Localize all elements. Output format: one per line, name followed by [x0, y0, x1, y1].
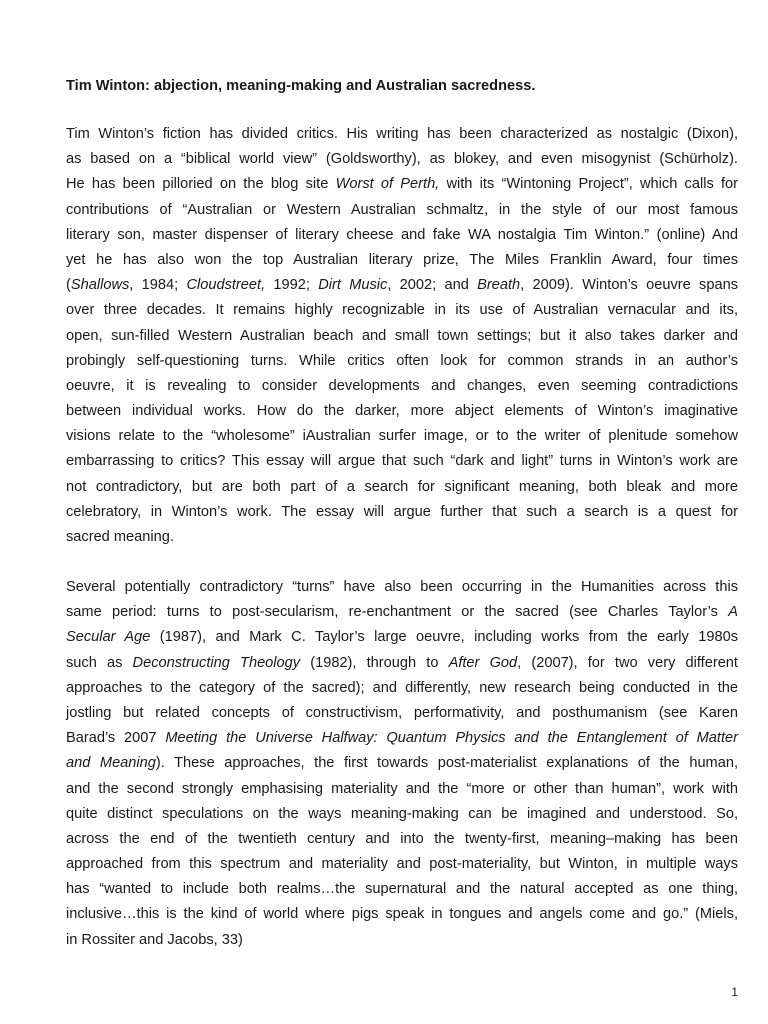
- body-text: He has been pilloried on the blog site: [66, 176, 336, 193]
- paragraph-2: [66, 575, 738, 953]
- body-text: quite distinct speculations on the ways meaning-making can be imagined and understood. So,: [66, 805, 738, 822]
- text-line: [66, 651, 738, 676]
- italic-title-text: A: [728, 604, 738, 621]
- text-line: [66, 928, 738, 953]
- body-text: 1992;: [265, 277, 319, 294]
- body-text: across the end of the twentieth century and into the twenty-first, meaning–making has been: [66, 830, 738, 847]
- text-line: [66, 198, 738, 223]
- text-line: [66, 223, 738, 248]
- text-line: [66, 475, 738, 500]
- text-line: [66, 298, 738, 323]
- text-line: [66, 525, 738, 550]
- text-line: [66, 877, 738, 902]
- text-line: [66, 147, 738, 172]
- body-text: has “wanted to include both realms…the supernatural and the natural accepted as one thing,: [66, 881, 738, 898]
- text-line: [66, 852, 738, 877]
- italic-title-text: Cloudstreet,: [186, 277, 266, 294]
- body-text: probingly self-questioning turns. While critics often look for common strands in an author’s: [66, 352, 738, 369]
- italic-title-text: Deconstructing Theology: [132, 654, 301, 671]
- body-text: jostling but related concepts of constructivism, performativity, and posthumanism (see Karen: [66, 704, 738, 721]
- body-text: contributions of “Australian or Western Australian schmaltz, in the style of our most famous: [66, 201, 738, 218]
- body-text: open, sun-filled Western Australian beach and small town settings; but it also takes darker and: [66, 327, 738, 344]
- body-text: over three decades. It remains highly recognizable in its use of Australian vernacular and its,: [66, 302, 738, 319]
- body-text: (: [66, 277, 71, 294]
- body-text: approached from this spectrum and materiality and post-materiality, but Winton, in multiple ways: [66, 856, 738, 873]
- text-line: [66, 449, 738, 474]
- text-line: [66, 902, 738, 927]
- text-line: [66, 575, 738, 600]
- body-text: in Rossiter and Jacobs, 33): [66, 931, 243, 948]
- text-line: [66, 424, 738, 449]
- body-text: such as: [66, 654, 133, 671]
- italic-title-text: Shallows: [70, 277, 130, 294]
- body-text: , 2002; and: [387, 277, 478, 294]
- paragraph-1: [66, 122, 738, 550]
- body-text: between individual works. How do the darker, more abject elements of Winton’s imaginative: [66, 403, 738, 420]
- body-text: , 2009). Winton’s oeuvre spans: [520, 277, 738, 294]
- body-text: , (2007), for two very different: [517, 654, 738, 671]
- body-text: inclusive…this is the kind of world where pigs speak in tongues and angels come and go.” (Miels,: [66, 906, 738, 923]
- italic-title-text: Secular Age: [66, 629, 151, 646]
- page-number: 1: [731, 985, 738, 999]
- body-text: celebratory, in Winton’s work. The essay will argue further that such a search is a quest for: [66, 503, 738, 520]
- text-line: [66, 399, 738, 424]
- text-line: [66, 273, 738, 298]
- body-text: with its “Wintoning Project”, which calls for: [439, 176, 739, 193]
- text-line: [66, 122, 738, 147]
- text-line: [66, 751, 738, 776]
- body-text: same period: turns to post-secularism, re-enchantment or the sacred (see Charles Taylor’s: [66, 604, 729, 621]
- body-text: Several potentially contradictory “turns” have also been occurring in the Humanities across this: [66, 579, 738, 595]
- body-text: oeuvre, it is revealing to consider developments and changes, even seeming contradictions: [66, 377, 738, 394]
- text-line: [66, 500, 738, 525]
- text-line: [66, 324, 738, 349]
- body-text: Tim Winton’s fiction has divided critics. His writing has been characterized as nostalgic (Dixon),: [66, 126, 738, 142]
- body-text: yet he has also won the top Australian literary prize, The Miles Franklin Award, four times: [66, 251, 738, 268]
- italic-title-text: Dirt Music: [318, 277, 388, 294]
- text-line: [66, 802, 738, 827]
- body-text: and the second strongly emphasising materiality and the “more or other than human”, work with: [66, 780, 738, 797]
- body-text: Barad’s 2007: [66, 730, 166, 747]
- body-text: (1987), and Mark C. Taylor’s large oeuvre, including works from the early 1980s: [150, 629, 738, 646]
- text-line: [66, 827, 738, 852]
- text-line: [66, 600, 738, 625]
- text-line: [66, 374, 738, 399]
- body-text: ). These approaches, the first towards post-materialist explanations of the human,: [155, 755, 739, 772]
- body-text: as based on a “biblical world view” (Goldsworthy), as blokey, and even misogynist (Schürholz).: [66, 151, 738, 168]
- text-line: [66, 248, 738, 273]
- text-line: [66, 676, 738, 701]
- text-line: [66, 726, 738, 751]
- italic-title-text: Worst of Perth,: [335, 176, 440, 193]
- italic-title-text: and Meaning: [66, 755, 156, 772]
- body-text: , 1984;: [129, 277, 187, 294]
- text-line: [66, 172, 738, 197]
- body-text: literary son, master dispenser of literary cheese and fake WA nostalgia Tim Winton.” (online) And: [66, 226, 738, 243]
- body-text: sacred meaning.: [66, 529, 174, 545]
- body-text: approaches to the category of the sacred); and differently, new research being conducted in the: [66, 679, 738, 696]
- italic-title-text: Breath: [477, 277, 521, 294]
- text-line: [66, 349, 738, 374]
- document-title: Tim Winton: abjection, meaning-making and Australian sacredness.: [66, 78, 536, 94]
- text-line: [66, 701, 738, 726]
- body-text: embarrassing to critics? This essay will argue that such “dark and light” turns in Winton’s work are: [66, 453, 738, 470]
- body-text: visions relate to the “wholesome” iAustralian surfer image, or to the writer of plenitude somehow: [66, 428, 738, 445]
- body-text: not contradictory, but are both part of a search for significant meaning, both bleak and more: [66, 478, 738, 495]
- text-line: [66, 777, 738, 802]
- italic-title-text: Meeting the Universe Halfway: Quantum Physics and the Entanglement of Matter: [165, 730, 738, 747]
- italic-title-text: After God: [448, 654, 518, 671]
- text-line: [66, 625, 738, 650]
- body-text: (1982), through to: [300, 654, 449, 671]
